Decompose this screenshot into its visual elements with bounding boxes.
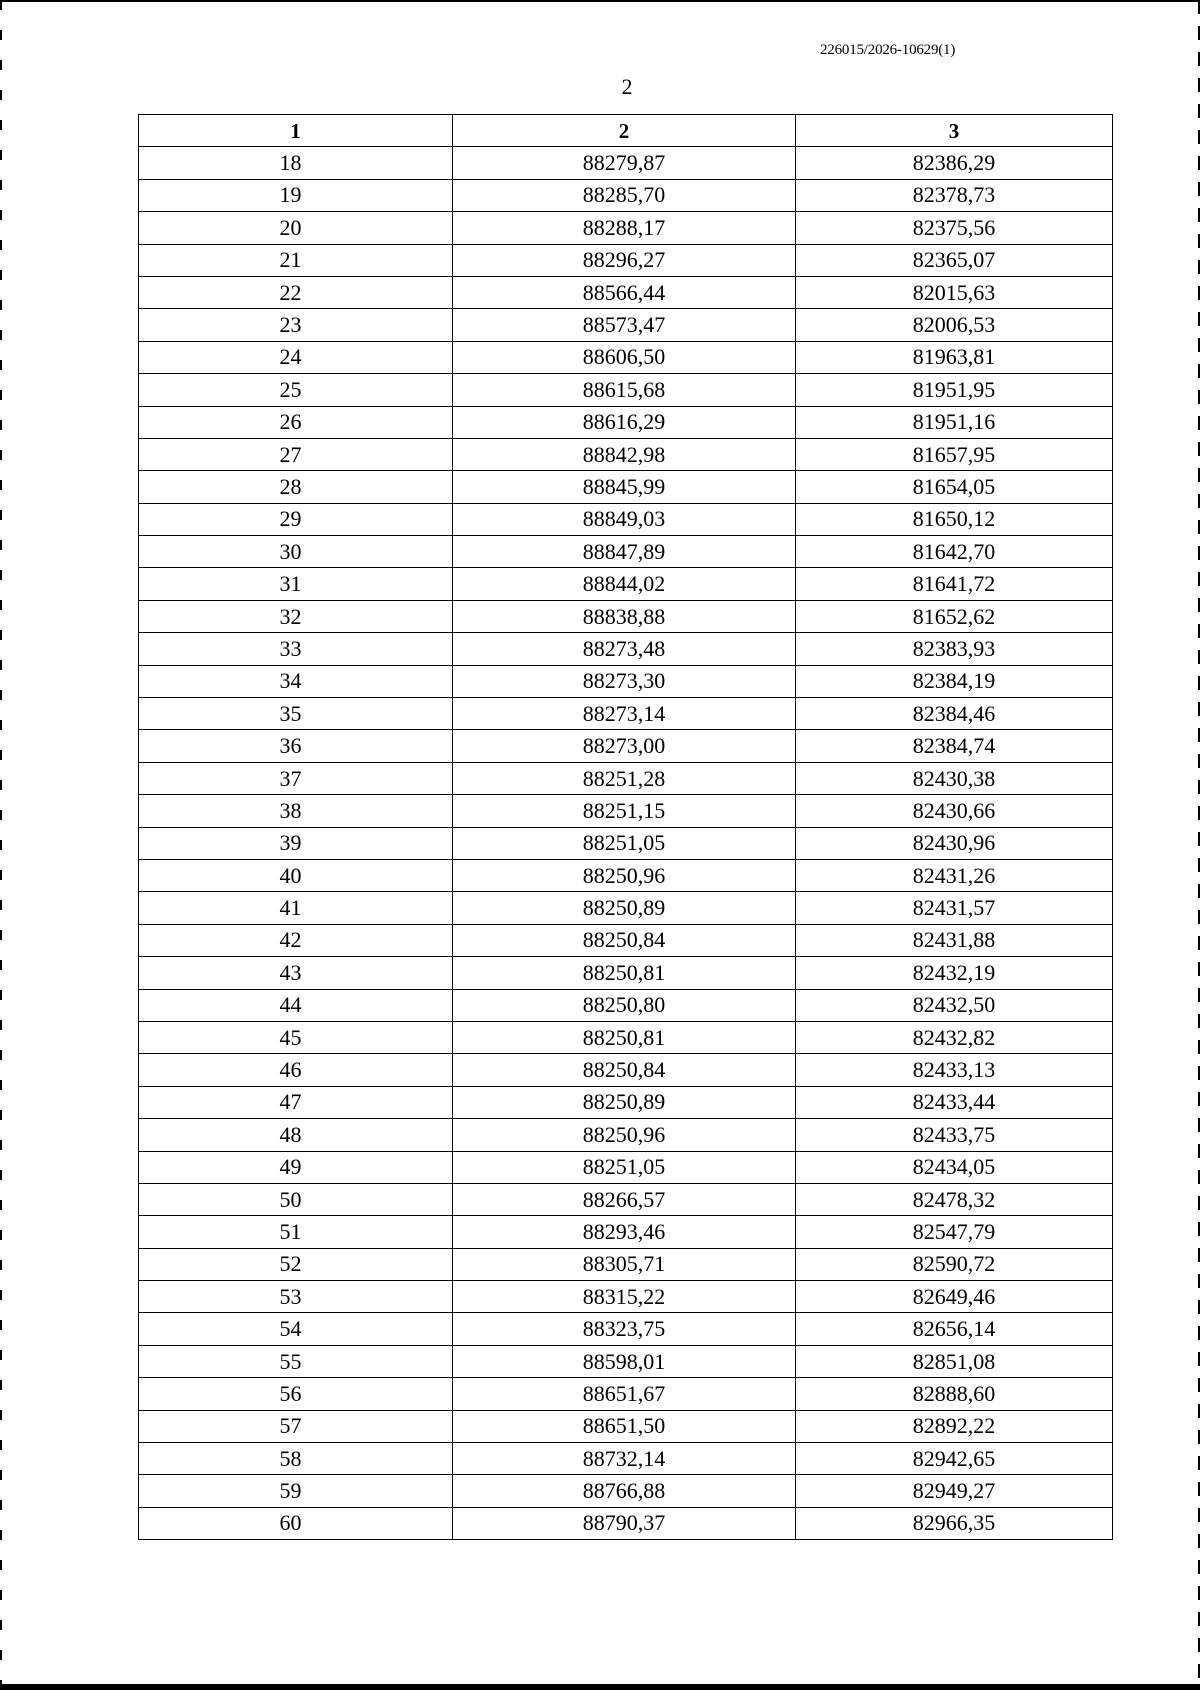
x-coordinate-cell: 88250,81 xyxy=(453,957,796,989)
point-number-cell: 54 xyxy=(139,1313,453,1345)
y-coordinate-cell: 81657,95 xyxy=(796,438,1113,470)
point-number-cell: 24 xyxy=(139,341,453,373)
table-row xyxy=(139,147,1113,179)
point-number-cell: 53 xyxy=(139,1281,453,1313)
table-row xyxy=(139,1021,1113,1053)
point-number-cell: 31 xyxy=(139,568,453,600)
point-number-cell: 56 xyxy=(139,1378,453,1410)
x-coordinate-cell: 88847,89 xyxy=(453,536,796,568)
y-coordinate-cell: 82384,19 xyxy=(796,665,1113,697)
column-header-2: 2 xyxy=(453,115,796,147)
x-coordinate-cell: 88251,05 xyxy=(453,1151,796,1183)
y-coordinate-cell: 82966,35 xyxy=(796,1507,1113,1539)
table-row xyxy=(139,1475,1113,1507)
x-coordinate-cell: 88844,02 xyxy=(453,568,796,600)
point-number-cell: 60 xyxy=(139,1507,453,1539)
point-number-cell: 40 xyxy=(139,859,453,891)
y-coordinate-cell: 82430,38 xyxy=(796,762,1113,794)
y-coordinate-cell: 82432,82 xyxy=(796,1021,1113,1053)
point-number-cell: 58 xyxy=(139,1443,453,1475)
table-row xyxy=(139,892,1113,924)
y-coordinate-cell: 82365,07 xyxy=(796,244,1113,276)
table-row xyxy=(139,179,1113,211)
table-row xyxy=(139,1119,1113,1151)
table-row xyxy=(139,924,1113,956)
point-number-cell: 21 xyxy=(139,244,453,276)
y-coordinate-cell: 82430,66 xyxy=(796,795,1113,827)
table-row xyxy=(139,1345,1113,1377)
x-coordinate-cell: 88250,84 xyxy=(453,1054,796,1086)
page-number: 2 xyxy=(621,74,633,99)
x-coordinate-cell: 88296,27 xyxy=(453,244,796,276)
x-coordinate-cell: 88250,84 xyxy=(453,924,796,956)
x-coordinate-cell: 88250,81 xyxy=(453,1021,796,1053)
x-coordinate-cell: 88288,17 xyxy=(453,212,796,244)
point-number-cell: 29 xyxy=(139,503,453,535)
table-row xyxy=(139,665,1113,697)
scan-edge-top xyxy=(0,0,1200,2)
column-header-3: 3 xyxy=(796,115,1113,147)
x-coordinate-cell: 88250,96 xyxy=(453,1119,796,1151)
x-coordinate-cell: 88323,75 xyxy=(453,1313,796,1345)
y-coordinate-cell: 81641,72 xyxy=(796,568,1113,600)
x-coordinate-cell: 88266,57 xyxy=(453,1183,796,1215)
table-row xyxy=(139,276,1113,308)
table-row xyxy=(139,1183,1113,1215)
point-number-cell: 50 xyxy=(139,1183,453,1215)
table-row xyxy=(139,730,1113,762)
y-coordinate-cell: 82384,46 xyxy=(796,698,1113,730)
y-coordinate-cell: 82434,05 xyxy=(796,1151,1113,1183)
point-number-cell: 18 xyxy=(139,147,453,179)
x-coordinate-cell: 88250,80 xyxy=(453,989,796,1021)
table-row xyxy=(139,438,1113,470)
y-coordinate-cell: 82430,96 xyxy=(796,827,1113,859)
column-header-1: 1 xyxy=(139,115,453,147)
table-body xyxy=(139,147,1113,1540)
y-coordinate-cell: 82942,65 xyxy=(796,1443,1113,1475)
y-coordinate-cell: 81652,62 xyxy=(796,600,1113,632)
table-row xyxy=(139,1248,1113,1280)
y-coordinate-cell: 82375,56 xyxy=(796,212,1113,244)
x-coordinate-cell: 88250,96 xyxy=(453,859,796,891)
table-row xyxy=(139,827,1113,859)
point-number-cell: 57 xyxy=(139,1410,453,1442)
table-row xyxy=(139,1378,1113,1410)
x-coordinate-cell: 88293,46 xyxy=(453,1216,796,1248)
x-coordinate-cell: 88838,88 xyxy=(453,600,796,632)
y-coordinate-cell: 82384,74 xyxy=(796,730,1113,762)
table-row xyxy=(139,374,1113,406)
y-coordinate-cell: 81951,16 xyxy=(796,406,1113,438)
point-number-cell: 30 xyxy=(139,536,453,568)
coordinates-table xyxy=(138,114,1113,1540)
point-number-cell: 34 xyxy=(139,665,453,697)
point-number-cell: 43 xyxy=(139,957,453,989)
table-row xyxy=(139,698,1113,730)
y-coordinate-cell: 82949,27 xyxy=(796,1475,1113,1507)
table-row xyxy=(139,244,1113,276)
table-row xyxy=(139,795,1113,827)
x-coordinate-cell: 88250,89 xyxy=(453,892,796,924)
point-number-cell: 44 xyxy=(139,989,453,1021)
point-number-cell: 20 xyxy=(139,212,453,244)
x-coordinate-cell: 88573,47 xyxy=(453,309,796,341)
y-coordinate-cell: 82015,63 xyxy=(796,276,1113,308)
point-number-cell: 45 xyxy=(139,1021,453,1053)
table-row xyxy=(139,1054,1113,1086)
y-coordinate-cell: 82006,53 xyxy=(796,309,1113,341)
table-row xyxy=(139,1313,1113,1345)
x-coordinate-cell: 88305,71 xyxy=(453,1248,796,1280)
point-number-cell: 26 xyxy=(139,406,453,438)
x-coordinate-cell: 88250,89 xyxy=(453,1086,796,1118)
table-row xyxy=(139,859,1113,891)
scan-edge-left xyxy=(0,0,2,1690)
x-coordinate-cell: 88732,14 xyxy=(453,1443,796,1475)
table-row xyxy=(139,1410,1113,1442)
point-number-cell: 22 xyxy=(139,276,453,308)
y-coordinate-cell: 82892,22 xyxy=(796,1410,1113,1442)
y-coordinate-cell: 82590,72 xyxy=(796,1248,1113,1280)
table-row xyxy=(139,471,1113,503)
point-number-cell: 42 xyxy=(139,924,453,956)
y-coordinate-cell: 82378,73 xyxy=(796,179,1113,211)
scan-edge-bottom xyxy=(0,1684,1200,1690)
x-coordinate-cell: 88251,05 xyxy=(453,827,796,859)
table-row xyxy=(139,568,1113,600)
table-row xyxy=(139,1281,1113,1313)
point-number-cell: 33 xyxy=(139,633,453,665)
x-coordinate-cell: 88285,70 xyxy=(453,179,796,211)
table-row xyxy=(139,1507,1113,1539)
y-coordinate-cell: 82431,88 xyxy=(796,924,1113,956)
point-number-cell: 49 xyxy=(139,1151,453,1183)
document-id: 226015/2026-10629(1) xyxy=(820,42,956,58)
x-coordinate-cell: 88615,68 xyxy=(453,374,796,406)
x-coordinate-cell: 88273,14 xyxy=(453,698,796,730)
table-row xyxy=(139,957,1113,989)
table-row xyxy=(139,1086,1113,1118)
y-coordinate-cell: 82478,32 xyxy=(796,1183,1113,1215)
point-number-cell: 41 xyxy=(139,892,453,924)
y-coordinate-cell: 82649,46 xyxy=(796,1281,1113,1313)
table-row xyxy=(139,1443,1113,1475)
y-coordinate-cell: 82386,29 xyxy=(796,147,1113,179)
point-number-cell: 36 xyxy=(139,730,453,762)
y-coordinate-cell: 82547,79 xyxy=(796,1216,1113,1248)
table-row xyxy=(139,989,1113,1021)
point-number-cell: 32 xyxy=(139,600,453,632)
point-number-cell: 37 xyxy=(139,762,453,794)
x-coordinate-cell: 88849,03 xyxy=(453,503,796,535)
y-coordinate-cell: 82431,26 xyxy=(796,859,1113,891)
point-number-cell: 35 xyxy=(139,698,453,730)
x-coordinate-cell: 88273,30 xyxy=(453,665,796,697)
point-number-cell: 55 xyxy=(139,1345,453,1377)
table-row xyxy=(139,1151,1113,1183)
y-coordinate-cell: 82433,44 xyxy=(796,1086,1113,1118)
x-coordinate-cell: 88766,88 xyxy=(453,1475,796,1507)
x-coordinate-cell: 88790,37 xyxy=(453,1507,796,1539)
table-row xyxy=(139,212,1113,244)
y-coordinate-cell: 82656,14 xyxy=(796,1313,1113,1345)
x-coordinate-cell: 88651,67 xyxy=(453,1378,796,1410)
point-number-cell: 48 xyxy=(139,1119,453,1151)
table-row xyxy=(139,633,1113,665)
point-number-cell: 51 xyxy=(139,1216,453,1248)
x-coordinate-cell: 88651,50 xyxy=(453,1410,796,1442)
x-coordinate-cell: 88251,28 xyxy=(453,762,796,794)
point-number-cell: 38 xyxy=(139,795,453,827)
table-row xyxy=(139,1216,1113,1248)
y-coordinate-cell: 82432,19 xyxy=(796,957,1113,989)
y-coordinate-cell: 82851,08 xyxy=(796,1345,1113,1377)
table-row xyxy=(139,600,1113,632)
x-coordinate-cell: 88842,98 xyxy=(453,438,796,470)
point-number-cell: 46 xyxy=(139,1054,453,1086)
y-coordinate-cell: 81642,70 xyxy=(796,536,1113,568)
y-coordinate-cell: 82433,75 xyxy=(796,1119,1113,1151)
point-number-cell: 25 xyxy=(139,374,453,406)
x-coordinate-cell: 88598,01 xyxy=(453,1345,796,1377)
x-coordinate-cell: 88279,87 xyxy=(453,147,796,179)
point-number-cell: 39 xyxy=(139,827,453,859)
table-header-row xyxy=(139,115,1113,147)
y-coordinate-cell: 81650,12 xyxy=(796,503,1113,535)
y-coordinate-cell: 82432,50 xyxy=(796,989,1113,1021)
point-number-cell: 19 xyxy=(139,179,453,211)
table-row xyxy=(139,536,1113,568)
point-number-cell: 27 xyxy=(139,438,453,470)
y-coordinate-cell: 81963,81 xyxy=(796,341,1113,373)
table-row xyxy=(139,503,1113,535)
y-coordinate-cell: 81951,95 xyxy=(796,374,1113,406)
y-coordinate-cell: 82433,13 xyxy=(796,1054,1113,1086)
x-coordinate-cell: 88251,15 xyxy=(453,795,796,827)
x-coordinate-cell: 88566,44 xyxy=(453,276,796,308)
table-row xyxy=(139,762,1113,794)
x-coordinate-cell: 88606,50 xyxy=(453,341,796,373)
point-number-cell: 23 xyxy=(139,309,453,341)
point-number-cell: 28 xyxy=(139,471,453,503)
point-number-cell: 52 xyxy=(139,1248,453,1280)
table-row xyxy=(139,406,1113,438)
x-coordinate-cell: 88315,22 xyxy=(453,1281,796,1313)
y-coordinate-cell: 82888,60 xyxy=(796,1378,1113,1410)
y-coordinate-cell: 82431,57 xyxy=(796,892,1113,924)
table-row xyxy=(139,341,1113,373)
x-coordinate-cell: 88616,29 xyxy=(453,406,796,438)
x-coordinate-cell: 88845,99 xyxy=(453,471,796,503)
x-coordinate-cell: 88273,00 xyxy=(453,730,796,762)
y-coordinate-cell: 82383,93 xyxy=(796,633,1113,665)
point-number-cell: 47 xyxy=(139,1086,453,1118)
x-coordinate-cell: 88273,48 xyxy=(453,633,796,665)
table-row xyxy=(139,309,1113,341)
point-number-cell: 59 xyxy=(139,1475,453,1507)
y-coordinate-cell: 81654,05 xyxy=(796,471,1113,503)
